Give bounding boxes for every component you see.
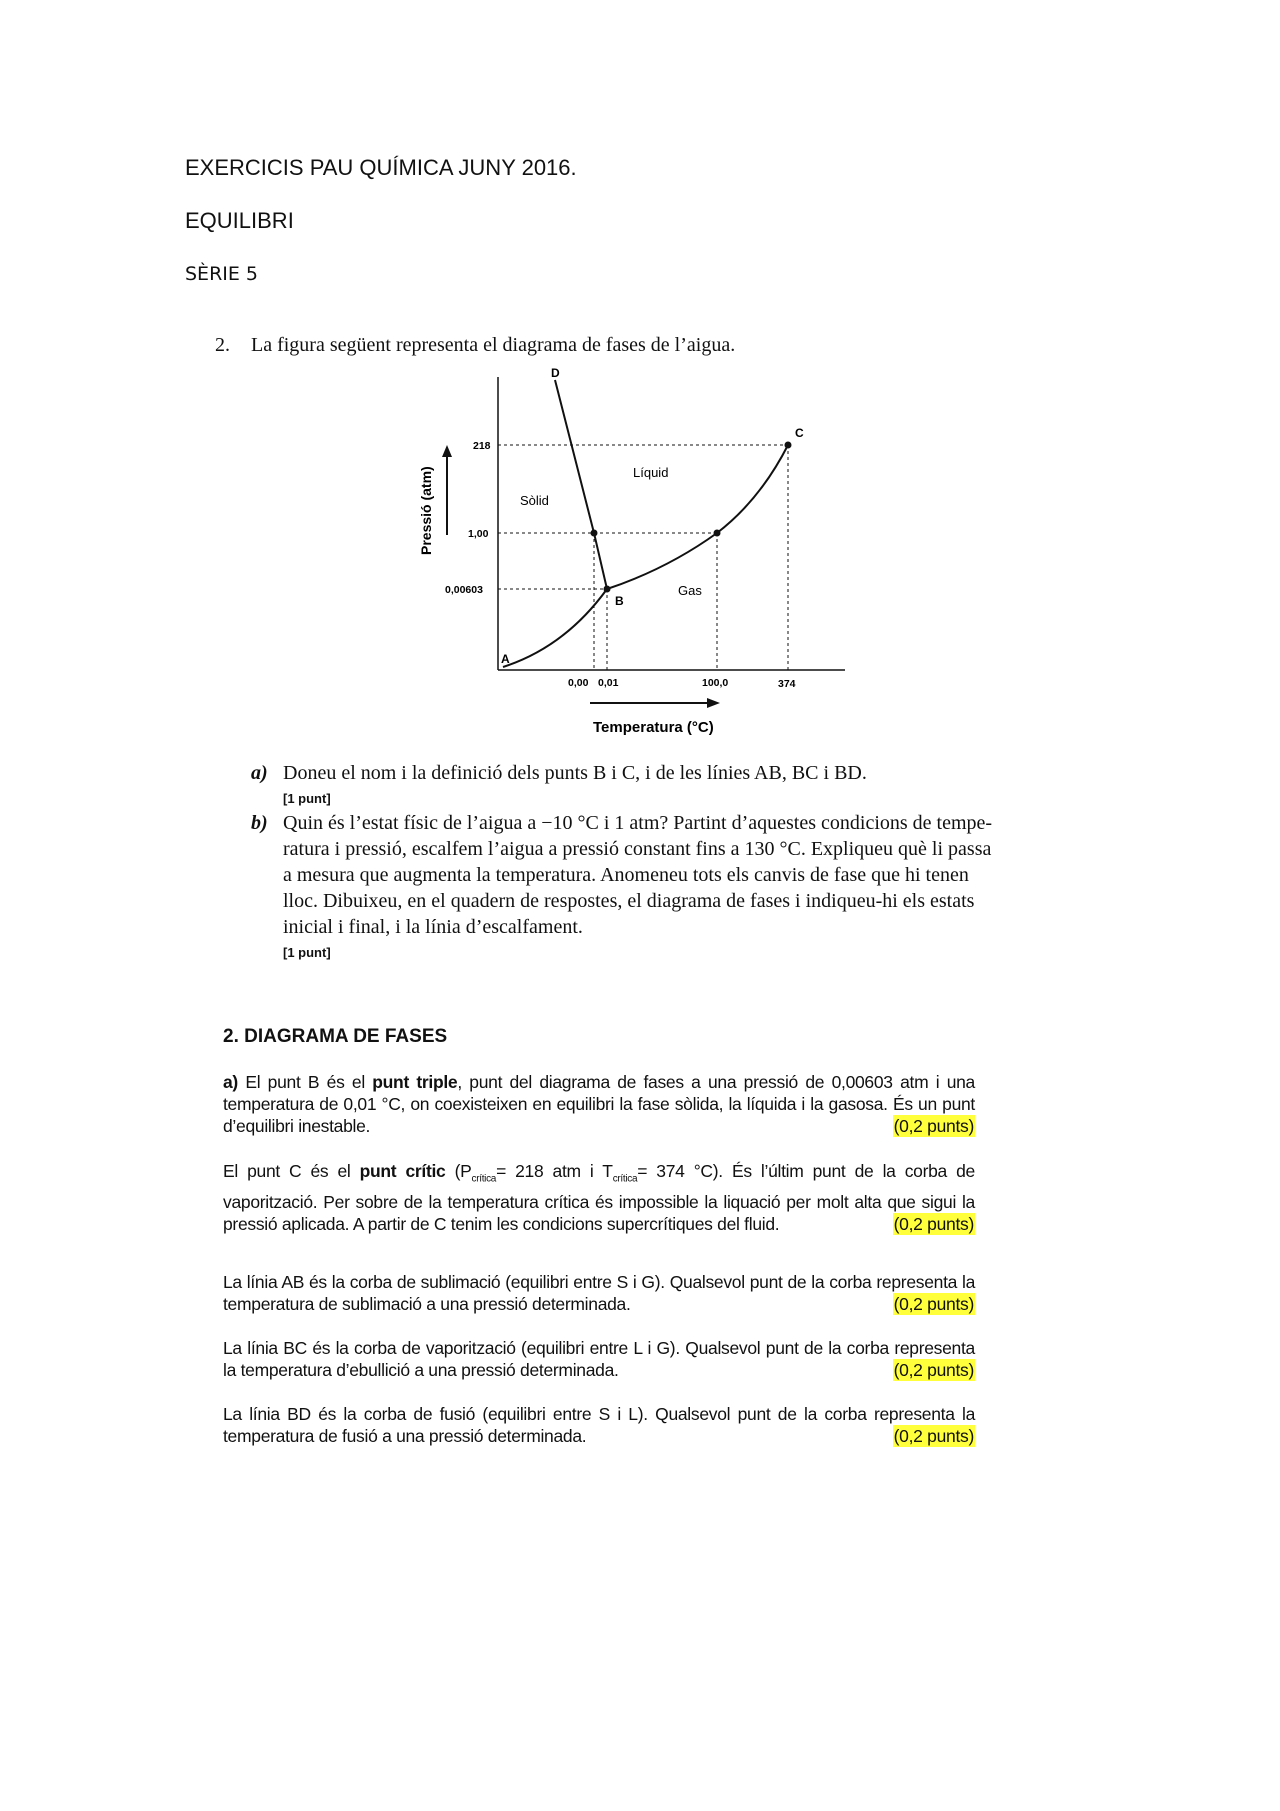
x-tick-100: 100,0 <box>702 677 729 689</box>
part-b-line: Quin és l’estat físic de l’aigua a −10 °C i 1 atm? Partint d’aquestes condicions de tempe- <box>283 812 993 834</box>
part-b-line: inicial i final, i la línia d’escalfament. <box>283 916 583 938</box>
label-c: C <box>795 426 804 440</box>
part-a-points: [1 punt] <box>283 791 331 806</box>
question-intro: La figura següent representa el diagrama de fases de l’aigua. <box>251 334 736 356</box>
answer-line-bc: La línia BC és la corba de vaporització (equilibri entre L i G). Qualsevol punt de la corba representa la temperatura d’ebullició a una pressió determinada. (0,2 punts) <box>223 1338 975 1380</box>
y-tick-0-00603: 0,00603 <box>445 584 483 596</box>
x-axis-label: Temperatura (°C) <box>593 719 714 736</box>
region-liquid: Líquid <box>633 465 669 480</box>
label-a: A <box>501 652 510 666</box>
boiling-point-marker <box>714 530 721 537</box>
points-badge: (0,2 punts) <box>893 1294 974 1314</box>
x-tick-0-00: 0,00 <box>568 677 589 689</box>
points-badge: (0,2 punts) <box>893 1426 974 1446</box>
critical-point-c <box>785 442 792 449</box>
term-triple-point: punt triple <box>372 1072 458 1092</box>
answer-heading: 2. DIAGRAMA DE FASES <box>223 1026 448 1047</box>
x-tick-0-01: 0,01 <box>598 677 619 689</box>
part-b-line: lloc. Dibuixeu, en el quadern de respostes, el diagrama de fases i indiqueu-hi els estats <box>283 890 975 912</box>
points-badge: (0,2 punts) <box>893 1360 974 1380</box>
topic-heading: EQUILIBRI <box>185 208 294 233</box>
answer-point-b: a) El punt B és el punt triple, punt del diagrama de fases a una pressió de 0,00603 atm i una temperatura de 0,01 °C, on coexisteixen en equilibri la fase sòlida, la líquida i la gasosa. És un punt d’equilibri inestable. (0,2 punts) <box>223 1072 975 1136</box>
y-arrow-head <box>442 445 452 457</box>
part-b-label: b) <box>251 812 268 834</box>
answer-point-c: El punt C és el punt crític ($P_{crítica}= 218$ atm i $T_{crítica}= 374$ °C). És l’últim punt de la corba de vaporització. Per sobre de la temperatura crítica és impossible la liquació per molt alta que sigui la pressió aplicada. A partir de C tenim les condicions supercrítiques del fluid. (0,2 punts) <box>223 1161 975 1234</box>
label-b: B <box>615 594 624 608</box>
fusion-curve-bd <box>555 380 607 589</box>
answer-a-label: a) <box>223 1072 238 1092</box>
part-a-text: Doneu el nom i la definició dels punts B i C, i de les línies AB, BC i BD. <box>283 762 867 784</box>
answer-line-bd: La línia BD és la corba de fusió (equilibri entre S i L). Qualsevol punt de la corba representa la temperatura de fusió a una pressió determinada. (0,2 punts) <box>223 1404 975 1446</box>
x-arrow-head <box>707 698 720 708</box>
part-b-line: a mesura que augmenta la temperatura. Anomeneu tots els canvis de fase que hi tenen <box>283 864 969 886</box>
part-b-text <box>283 810 1053 940</box>
answer-line-ab: La línia AB és la corba de sublimació (equilibri entre S i G). Qualsevol punt de la corba representa la temperatura de sublimació a una pressió determinada. (0,2 punts) <box>223 1272 975 1314</box>
series-label: SÈRIE 5 <box>185 263 259 285</box>
x-tick-374: 374 <box>778 678 796 690</box>
triple-point-b <box>604 586 611 593</box>
sublimation-curve-ab <box>503 589 607 667</box>
region-solid: Sòlid <box>520 493 549 508</box>
points-badge: (0,2 punts) <box>893 1213 974 1234</box>
term-critical-point: punt crític <box>359 1161 446 1181</box>
y-tick-218: 218 <box>473 440 491 452</box>
phase-diagram <box>405 365 855 740</box>
label-d: D <box>551 366 560 380</box>
part-b-line: ratura i pressió, escalfem l’aigua a pressió constant fins a 130 °C. Expliqueu què li passa <box>283 838 992 860</box>
document-title: EXERCICIS PAU QUÍMICA JUNY 2016. <box>185 155 577 180</box>
part-a-label: a) <box>251 762 268 784</box>
melting-point-marker <box>591 530 598 537</box>
y-tick-1: 1,00 <box>468 528 489 540</box>
region-gas: Gas <box>678 583 702 598</box>
points-badge: (0,2 punts) <box>893 1116 974 1136</box>
part-b-points: [1 punt] <box>283 945 331 960</box>
y-axis-label: Pressió (atm) <box>418 466 434 555</box>
question-number: 2. <box>215 334 230 356</box>
